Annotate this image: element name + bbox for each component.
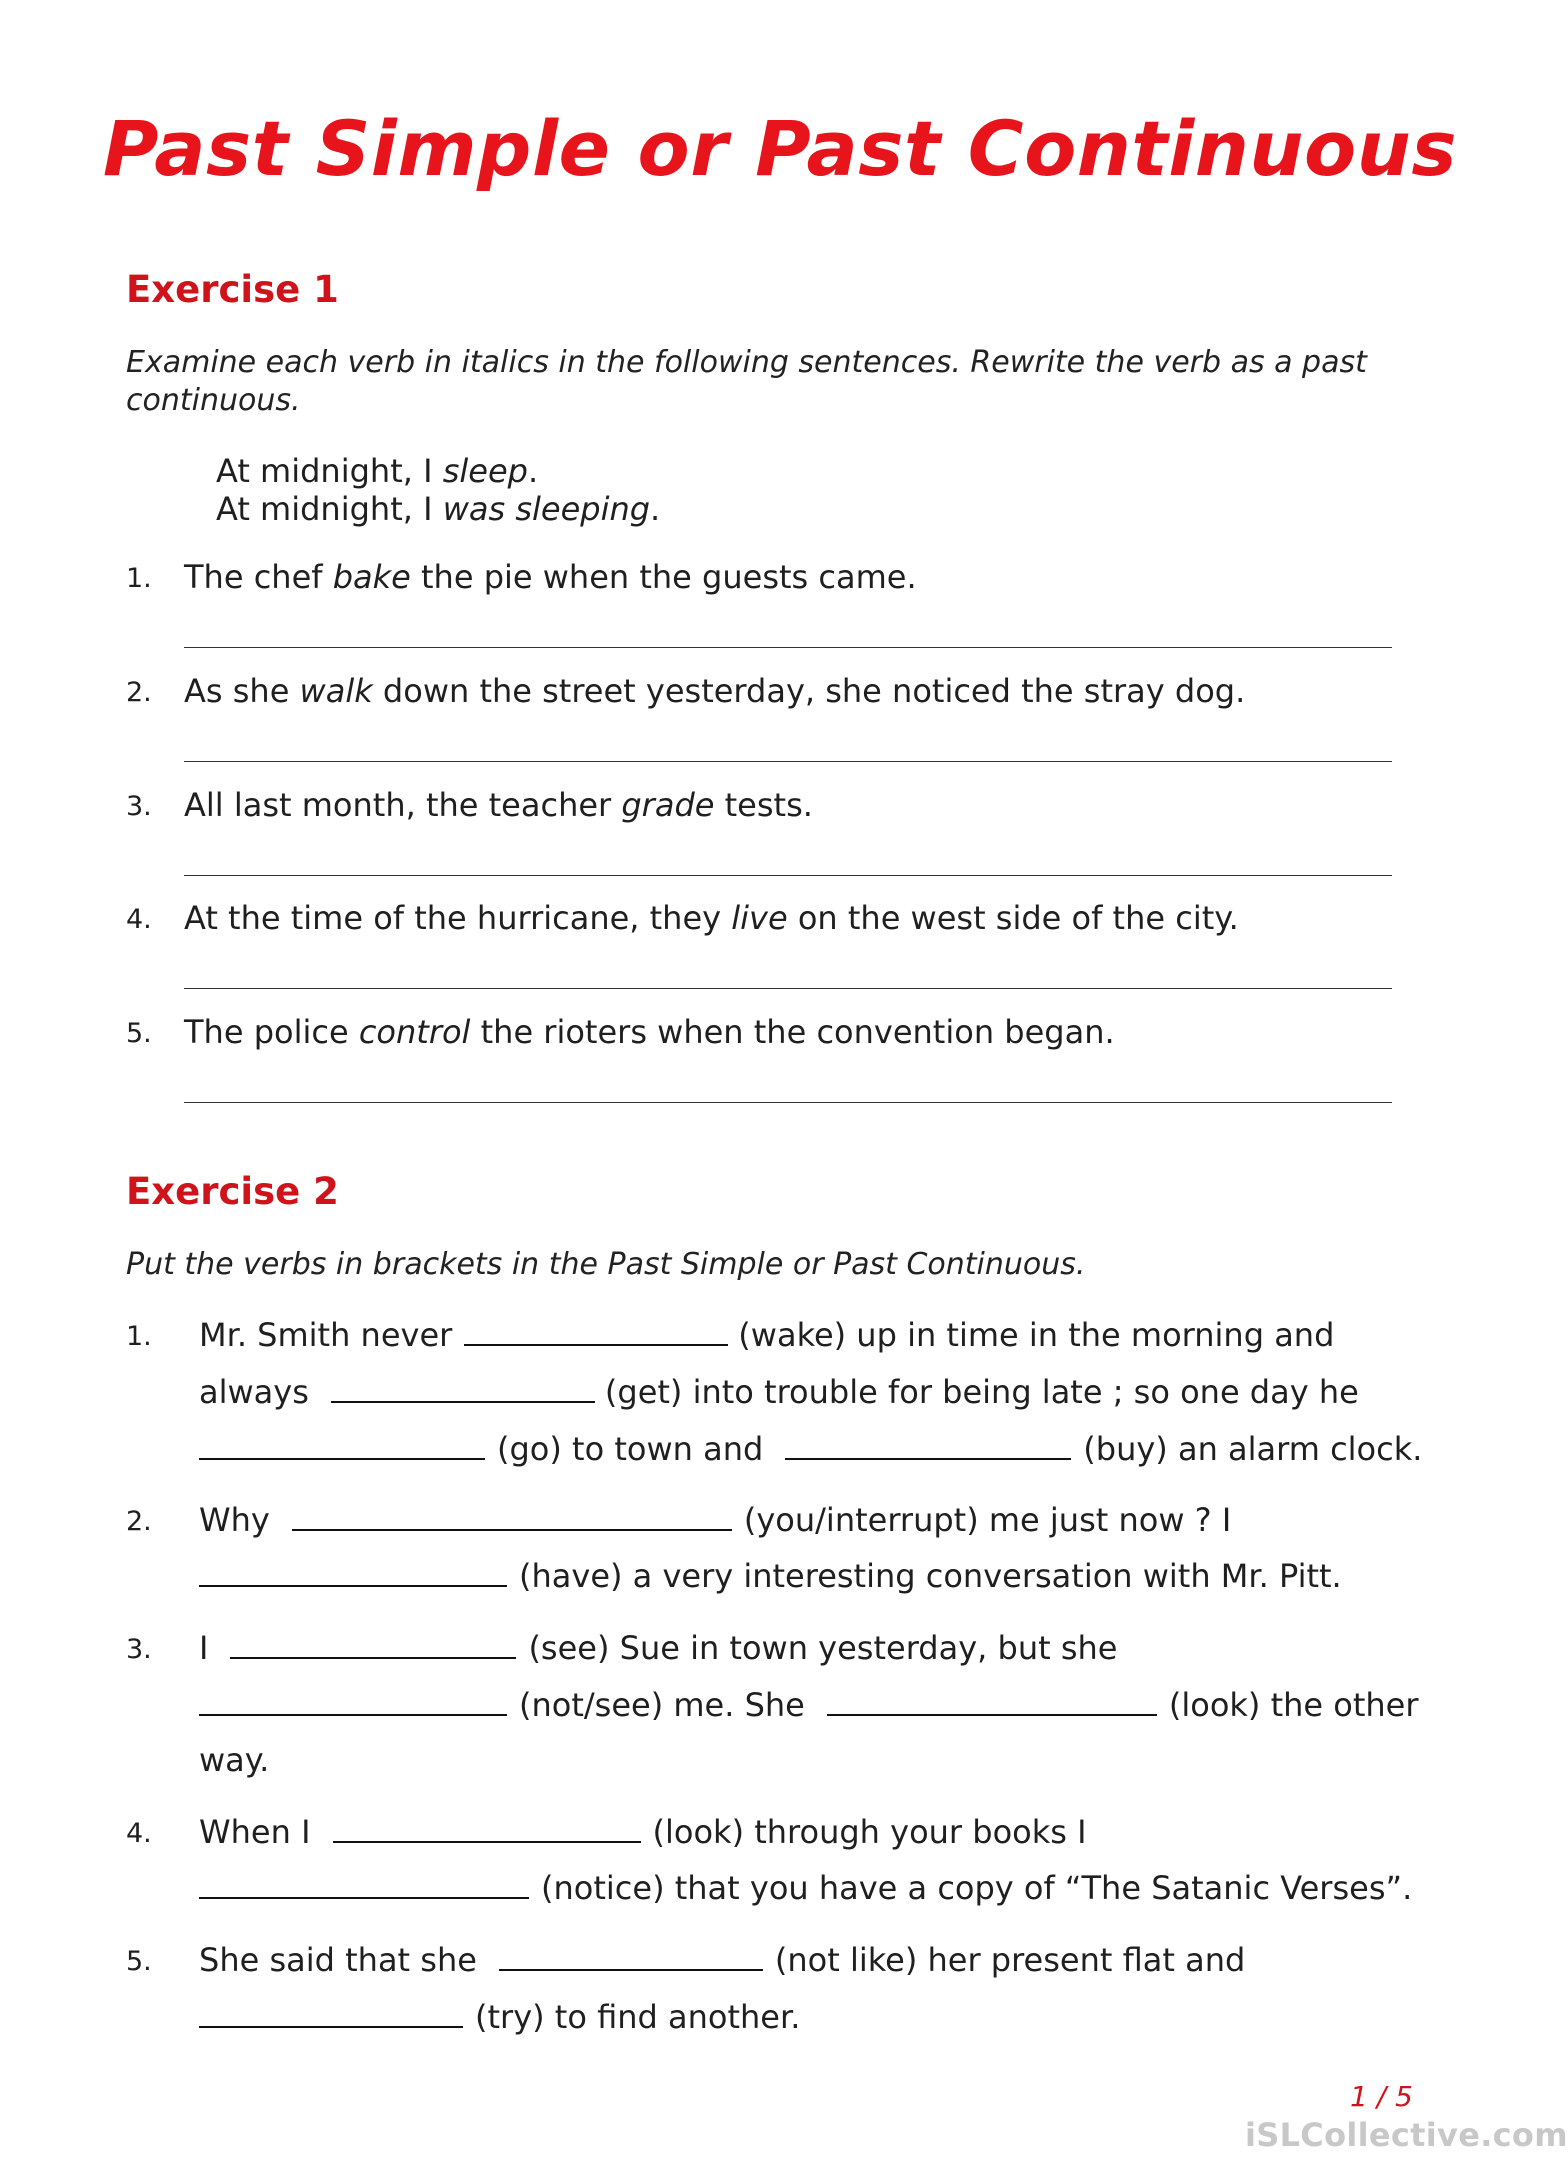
exercise-2-item-1-line-2: always (get) into trouble for being late ; so one day he: [199, 1373, 1359, 1411]
answer-line-3[interactable]: [184, 875, 1392, 876]
fill-blank[interactable]: [199, 1428, 485, 1460]
answer-line-1[interactable]: [184, 647, 1392, 648]
exercise-2-item-3-line-1: I (see) Sue in town yesterday, but she: [199, 1629, 1118, 1667]
exercise-2-item-5-line-1: She said that she (not like) her present flat and: [199, 1941, 1246, 1979]
answer-line-4[interactable]: [184, 988, 1392, 989]
fill-blank[interactable]: [331, 1371, 595, 1403]
exercise-2-item-1-line-1: Mr. Smith never (wake) up in time in the morning and: [199, 1316, 1335, 1354]
fill-blank[interactable]: [292, 1499, 732, 1531]
fill-blank[interactable]: [827, 1684, 1157, 1716]
page-number: 1 / 5: [1350, 2080, 1413, 2113]
item-number: 2.: [126, 677, 152, 708]
exercise-2-instruction: Put the verbs in brackets in the Past Simple or Past Continuous.: [126, 1247, 1086, 1282]
answer-line-5[interactable]: [184, 1102, 1392, 1103]
fill-blank[interactable]: [785, 1428, 1071, 1460]
exercise-2-heading: Exercise 2: [126, 1170, 339, 1213]
item-number: 4.: [126, 904, 152, 935]
example-answer: At midnight, I was sleeping.: [216, 490, 661, 528]
exercise-2-item-4-line-2: (notice) that you have a copy of “The Satanic Verses”.: [199, 1867, 1412, 1907]
example-sentence: At midnight, I sleep.: [216, 452, 539, 490]
exercise-2-item-2-line-2: (have) a very interesting conversation with Mr. Pitt.: [199, 1555, 1342, 1595]
example-verb: sleep: [442, 452, 528, 490]
fill-blank[interactable]: [333, 1811, 641, 1843]
fill-blank[interactable]: [199, 1684, 507, 1716]
item-number: 2.: [126, 1506, 152, 1537]
exercise-2-item-5-line-2: (try) to find another.: [199, 1996, 800, 2036]
fill-blank[interactable]: [499, 1939, 763, 1971]
page-title: Past Simple or Past Continuous: [102, 104, 1458, 193]
item-number: 5.: [126, 1018, 152, 1049]
item-number: 3.: [126, 791, 152, 822]
item-number: 1.: [126, 1321, 152, 1352]
item-number: 3.: [126, 1634, 152, 1665]
exercise-2-item-1-line-3: (go) to town and (buy) an alarm clock.: [199, 1428, 1422, 1468]
exercise-1-item-3: All last month, the teacher grade tests.: [184, 786, 813, 824]
exercise-1-item-5: The police control the rioters when the convention began.: [184, 1013, 1115, 1051]
item-number: 1.: [126, 563, 152, 594]
watermark: iSLCollective.com: [1245, 2116, 1568, 2154]
example-answer-verb: was sleeping: [442, 490, 651, 528]
answer-line-2[interactable]: [184, 761, 1392, 762]
exercise-1-item-4: At the time of the hurricane, they live on the west side of the city.: [184, 899, 1239, 937]
exercise-2-item-4-line-1: When I (look) through your books I: [199, 1813, 1087, 1851]
item-number: 5.: [126, 1946, 152, 1977]
exercise-2-item-3-line-3: way.: [199, 1741, 270, 1779]
exercise-1-item-2: As she walk down the street yesterday, she noticed the stray dog.: [184, 672, 1246, 710]
exercise-2-item-2-line-1: Why (you/interrupt) me just now ? I: [199, 1501, 1232, 1539]
fill-blank[interactable]: [199, 1996, 463, 2028]
exercise-2-item-3-line-2: (not/see) me. She (look) the other: [199, 1684, 1419, 1724]
fill-blank[interactable]: [199, 1867, 529, 1899]
fill-blank[interactable]: [230, 1627, 516, 1659]
fill-blank[interactable]: [464, 1314, 728, 1346]
item-number: 4.: [126, 1818, 152, 1849]
exercise-1-instruction: Examine each verb in italics in the following sentences. Rewrite the verb as a past continuous.: [126, 345, 1367, 418]
exercise-1-heading: Exercise 1: [126, 268, 339, 311]
exercise-1-item-1: The chef bake the pie when the guests came.: [184, 558, 917, 596]
fill-blank[interactable]: [199, 1555, 507, 1587]
